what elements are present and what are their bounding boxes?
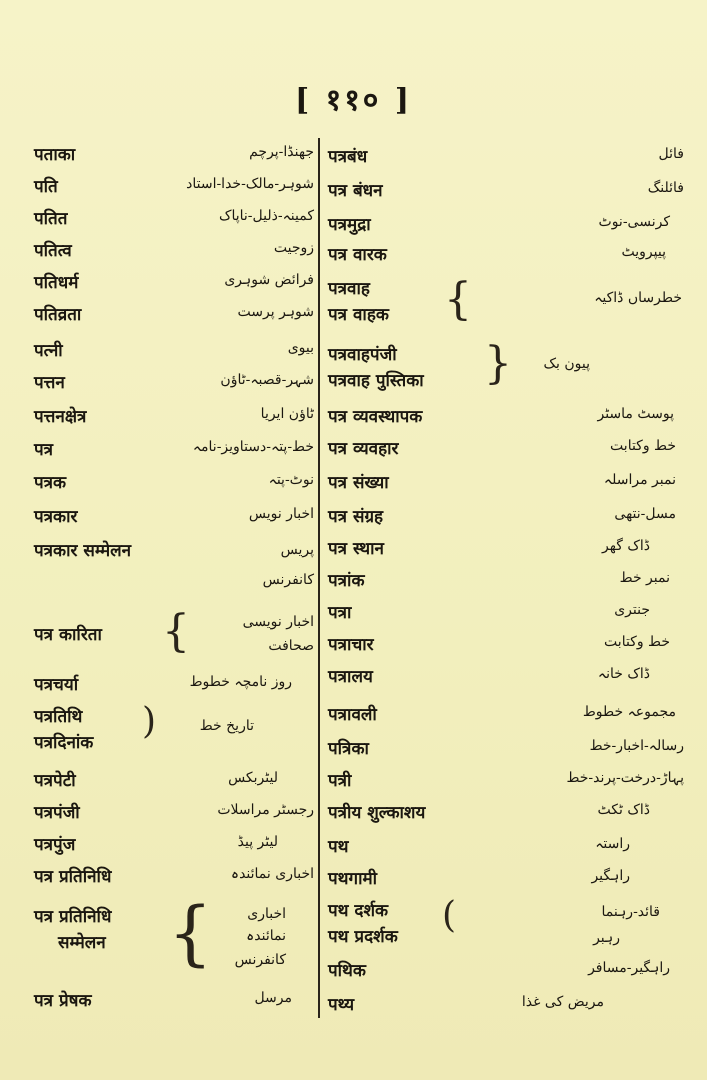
headword: पतित्व [34,241,72,261]
definition: جنتری [614,602,650,618]
definition-continued: صحافت [268,638,314,654]
definition: زوجیت [273,240,314,256]
definition: نوٹ-پتہ [268,472,314,488]
definition: خط وکتابت [610,438,676,454]
brace-symbol: { [162,606,190,657]
definition: نمبر مراسلہ [603,472,676,488]
headword: पत्र स्थान [328,539,384,559]
headword: पत्र व्यवहार [328,439,399,459]
headword: पत्र वाहक [328,305,389,325]
headword: पत्र संख्या [328,473,389,493]
headword: पत्तनक्षेत्र [34,407,87,427]
brace-symbol: { [168,892,213,974]
headword: पत्र प्रेषक [34,991,92,1011]
headword: पथगामी [328,869,378,889]
definition: ڈاک گھر [602,538,650,554]
headword: पत्रांक [328,571,365,591]
definition: مجموعہ خطوط [582,704,676,720]
headword: पत्रक [34,473,67,493]
definition: اخباری [247,906,286,922]
headword: पथ्य [328,995,355,1015]
headword: पत्रमुद्रा [328,215,371,235]
definition: تاریخ خط [199,718,254,734]
definition: ڈاک ٹکٹ [597,802,650,818]
definition: پیپرویٹ [621,244,666,260]
headword: पथ दर्शक [328,901,389,921]
headword: पत्रपेटी [34,771,76,791]
definition-continued: کانفرنس [262,572,314,588]
headword: पत्रदिनांक [34,733,94,753]
headword: पत्रवाह [328,279,370,299]
definition: نمبر خط [619,570,670,586]
headword: पत्रकार [34,507,78,527]
headword: पत्र कारिता [34,625,102,645]
brace-symbol: ) [142,701,157,742]
headword: पत्रवाहपंजी [328,345,397,365]
headword: पत्राचार [328,635,374,655]
definition: راستہ [595,836,630,852]
definition: پہاڑ-درخت-پرند-خط [566,770,684,786]
definition: مرسل [254,990,292,1006]
headword: पति [34,177,58,197]
headword: पत्रपुंज [34,835,76,855]
definition: پیون بک [543,356,590,372]
definition: شہر-قصبہ-ٹاؤن [220,372,314,388]
definition: خطرساں ڈاکیہ [594,290,682,306]
definition: بیوی [287,340,314,356]
definition: راہگیر [591,868,630,884]
definition: پریس [280,542,314,558]
headword: पथ प्रदर्शक [328,927,398,947]
definition: پوسٹ ماسٹر [597,406,674,422]
definition: مسل-نتھی [614,506,676,522]
headword: पत्री [328,771,352,791]
headword: पथ [328,837,349,857]
headword: पत्रिका [328,739,369,759]
definition: ڈاک خانہ [597,666,650,682]
headword: पत्र प्रतिनिधि [34,907,112,927]
headword: पतिधर्म [34,273,79,293]
definition-continued: نمائندہ [246,928,286,944]
definition: اخباری نمائندہ [230,866,314,882]
headword: पत्रा [328,603,352,623]
definition: فائل [658,146,684,162]
headword: पत्र [34,440,54,460]
definition: رجسٹر مراسلات [217,802,314,818]
brace-symbol: } [484,338,512,389]
definition: رسالہ-اخبار-خط [589,738,684,754]
definition: اخبار نویس [248,506,314,522]
headword: पत्तन [34,373,65,393]
definition: جھنڈا-پرچم [249,144,314,160]
definition: خط وکتابت [604,634,670,650]
definition: لیٹربکس [228,770,278,786]
headword: पत्र वारक [328,245,387,265]
column-divider [318,138,320,1018]
definition: شوہر-مالک-خدا-استاد [186,176,314,192]
headword: पतिव्रता [34,305,82,325]
definition: فائلنگ [647,180,684,196]
headword: सम्मेलन [58,933,106,953]
headword: पत्रालय [328,667,373,687]
definition-continued: کانفرنس [234,952,286,968]
headword: पत्रीय शुल्काशय [328,803,426,823]
definition: خط-پتہ-دستاویز-نامہ [192,439,314,455]
brace-symbol: ( [442,895,457,936]
definition: کمینہ-ذلیل-ناپاک [218,208,314,224]
definition: اخبار نویسی [242,614,314,630]
definition: مریض کی غذا [521,994,604,1010]
headword: पत्रावली [328,705,377,725]
page-number: [ ११० ] [294,83,413,118]
headword: पत्र प्रतिनिधि [34,867,112,887]
brace-symbol: { [444,274,472,325]
headword: पत्नी [34,341,63,361]
definition: روز نامچہ خطوط [189,674,292,690]
headword: पत्रवाह पुस्तिका [328,371,424,391]
headword: पत्रतिथि [34,707,83,727]
definition-continued: رہبر [593,930,620,946]
definition: ٹاؤن ایریا [260,406,314,422]
definition: شوہر پرست [237,304,314,320]
headword: पथिक [328,961,366,981]
headword: पत्रबंध [328,147,368,167]
headword: पत्र व्यवस्थापक [328,407,423,427]
headword: पत्र संग्रह [328,507,384,527]
definition: راہگیر-مسافر [588,960,670,976]
headword: पत्रपंजी [34,803,80,823]
headword: पताका [34,145,76,165]
definition: کرنسی-نوٹ [598,214,670,230]
headword: पत्रकार सम्मेलन [34,541,132,561]
definition: لیٹر پیڈ [237,834,278,850]
definition: قائد-رہنما [601,904,660,920]
headword: पत्रचर्या [34,675,79,695]
definition: فرائض شوہری [224,272,314,288]
headword: पतित [34,209,68,229]
headword: पत्र बंधन [328,181,383,201]
